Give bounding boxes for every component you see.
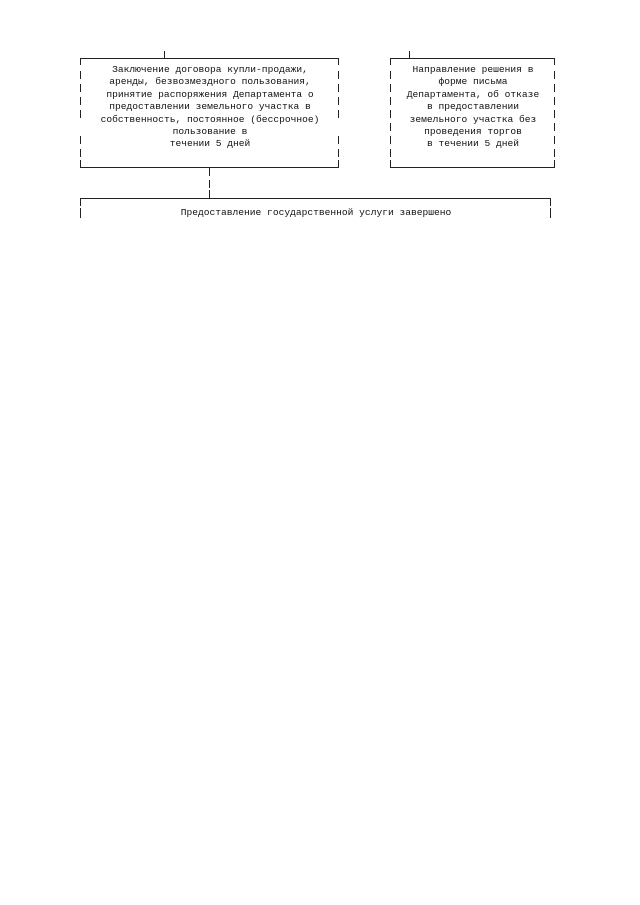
left-box-line: Заключение договора купли-продажи, [112, 64, 308, 75]
left-box-line: пользование в [172, 126, 248, 138]
right-box-line: в предоставлении [426, 101, 520, 113]
right-box-line: Департамента, об отказе [406, 88, 540, 100]
left-box-line: принятие распоряжения Департамента о [106, 88, 314, 100]
left-box-line: течении 5 дней [169, 138, 251, 150]
right-box-line: земельного участка без [409, 113, 537, 125]
left-box-line: собственность, постоянное (бессрочное) [100, 113, 320, 125]
left-box-text [80, 64, 340, 151]
right-box-line: Направление решения в [412, 64, 534, 75]
right-box-line: в течении 5 дней [426, 138, 520, 150]
final-box-text [80, 207, 552, 219]
left-box-line: аренды, безвозмездного пользования, [109, 76, 311, 88]
left-box-line: предоставлении земельного участка в [109, 101, 311, 113]
final-box-label: Предоставление государственной услуги завершено [180, 207, 452, 218]
right-box-line: форме письма [438, 76, 508, 88]
right-box-text [390, 64, 556, 151]
right-box-line: проведения торгов [424, 126, 522, 138]
